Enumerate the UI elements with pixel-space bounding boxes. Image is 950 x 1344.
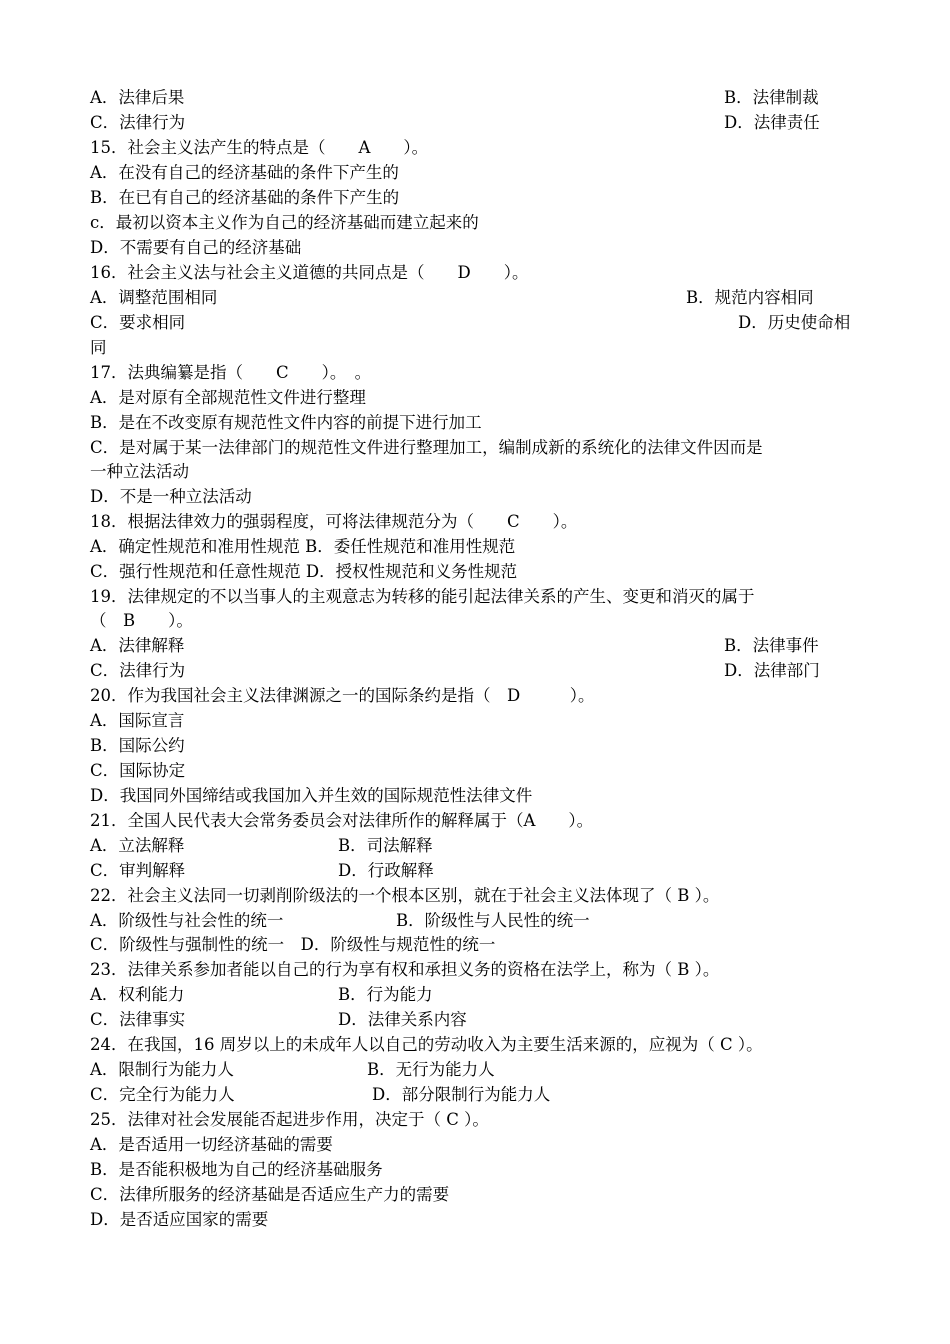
text-line: B．在已有自己的经济基础的条件下产生的 bbox=[90, 188, 400, 207]
text-line: D．法律责任 bbox=[724, 113, 820, 132]
text-line: D．法律部门 bbox=[724, 661, 820, 680]
text-line: C．法律行为 bbox=[90, 661, 186, 680]
text-line: A．立法解释 bbox=[90, 836, 185, 855]
text-line: 17．法典编纂是指（ C ）。 。 bbox=[90, 363, 372, 382]
text-line: B．是在不改变原有规范性文件内容的前提下进行加工 bbox=[90, 413, 482, 432]
text-line: 一种立法活动 bbox=[90, 462, 189, 481]
text-line: C．阶级性与强制性的统一 D．阶级性与规范性的统一 bbox=[90, 935, 496, 954]
text-line: 21．全国人民代表大会常务委员会对法律所作的解释属于（A ）。 bbox=[90, 811, 594, 830]
text-line: C．法律行为 bbox=[90, 113, 186, 132]
text-line: B．法律事件 bbox=[724, 636, 819, 655]
text-line: A．确定性规范和准用性规范 B．委任性规范和准用性规范 bbox=[90, 537, 516, 556]
text-line: C．完全行为能力人 bbox=[90, 1085, 235, 1104]
text-line: 19．法律规定的不以当事人的主观意志为转移的能引起法律关系的产生、变更和消灭的属于 bbox=[90, 587, 755, 606]
text-line: 22．社会主义法同一切剥削阶级法的一个根本区别，就在于社会主义法体现了（ B ）。 bbox=[90, 886, 720, 905]
text-line: C．法律所服务的经济基础是否适应生产力的需要 bbox=[90, 1185, 450, 1204]
text-line: A．是否适用一切经济基础的需要 bbox=[90, 1135, 333, 1154]
text-line: C．是对属于某一法律部门的规范性文件进行整理加工，编制成新的系统化的法律文件因而是 bbox=[90, 438, 763, 457]
text-line: A．法律后果 bbox=[90, 88, 185, 107]
text-line: D．历史使命相 bbox=[738, 313, 851, 332]
text-line: 25．法律对社会发展能否起进步作用，决定于（ C ）。 bbox=[90, 1110, 489, 1129]
text-line: B．国际公约 bbox=[90, 736, 185, 755]
text-line: A．是对原有全部规范性文件进行整理 bbox=[90, 388, 366, 407]
text-line: 16．社会主义法与社会主义道德的共同点是（ D ）。 bbox=[90, 263, 529, 282]
text-line: C．法律事实 bbox=[90, 1010, 186, 1029]
text-line: 24．在我国，16 周岁以上的未成年人以自己的劳动收入为主要生活来源的，应视为（ C ）。 bbox=[90, 1035, 763, 1054]
text-line: A．在没有自己的经济基础的条件下产生的 bbox=[90, 163, 399, 182]
text-line: A．阶级性与社会性的统一 bbox=[90, 911, 284, 930]
text-line: 20．作为我国社会主义法律渊源之一的国际条约是指（ D ）。 bbox=[90, 686, 595, 705]
text-line: C．要求相同 bbox=[90, 313, 186, 332]
text-line: 23．法律关系参加者能以自己的行为享有权和承担义务的资格在法学上，称为（ B ）。 bbox=[90, 960, 720, 979]
text-line: B．是否能积极地为自己的经济基础服务 bbox=[90, 1160, 383, 1179]
text-line: A．限制行为能力人 bbox=[90, 1060, 234, 1079]
text-line: c．最初以资本主义作为自己的经济基础而建立起来的 bbox=[90, 213, 479, 232]
text-line: 15．社会主义法产生的特点是（ A ）。 bbox=[90, 138, 429, 157]
text-line: B．阶级性与人民性的统一 bbox=[396, 911, 590, 930]
text-line: 同 bbox=[90, 338, 107, 357]
text-line: C．强行性规范和任意性规范 D．授权性规范和义务性规范 bbox=[90, 562, 518, 581]
text-line: B．无行为能力人 bbox=[367, 1060, 495, 1079]
text-line: D．不是一种立法活动 bbox=[90, 487, 252, 506]
text-line: C．审判解释 bbox=[90, 861, 186, 880]
text-line: A．权利能力 bbox=[90, 985, 185, 1004]
text-line: C．国际协定 bbox=[90, 761, 186, 780]
text-line: B．司法解释 bbox=[338, 836, 433, 855]
text-line: D．是否适应国家的需要 bbox=[90, 1210, 269, 1229]
text-line: D．部分限制行为能力人 bbox=[372, 1085, 551, 1104]
text-line: （ B ）。 bbox=[90, 611, 193, 630]
text-line: D．行政解释 bbox=[338, 861, 434, 880]
text-line: A．法律解释 bbox=[90, 636, 185, 655]
text-line: 18．根据法律效力的强弱程度，可将法律规范分为（ C ）。 bbox=[90, 512, 578, 531]
text-line: A．调整范围相同 bbox=[90, 288, 218, 307]
text-line: B．规范内容相同 bbox=[686, 288, 814, 307]
text-line: D．我国同外国缔结或我国加入并生效的国际规范性法律文件 bbox=[90, 786, 533, 805]
text-line: D．不需要有自己的经济基础 bbox=[90, 238, 302, 257]
text-line: B．行为能力 bbox=[338, 985, 433, 1004]
text-line: B．法律制裁 bbox=[724, 88, 819, 107]
text-line: A．国际宣言 bbox=[90, 711, 185, 730]
text-line: D．法律关系内容 bbox=[338, 1010, 467, 1029]
